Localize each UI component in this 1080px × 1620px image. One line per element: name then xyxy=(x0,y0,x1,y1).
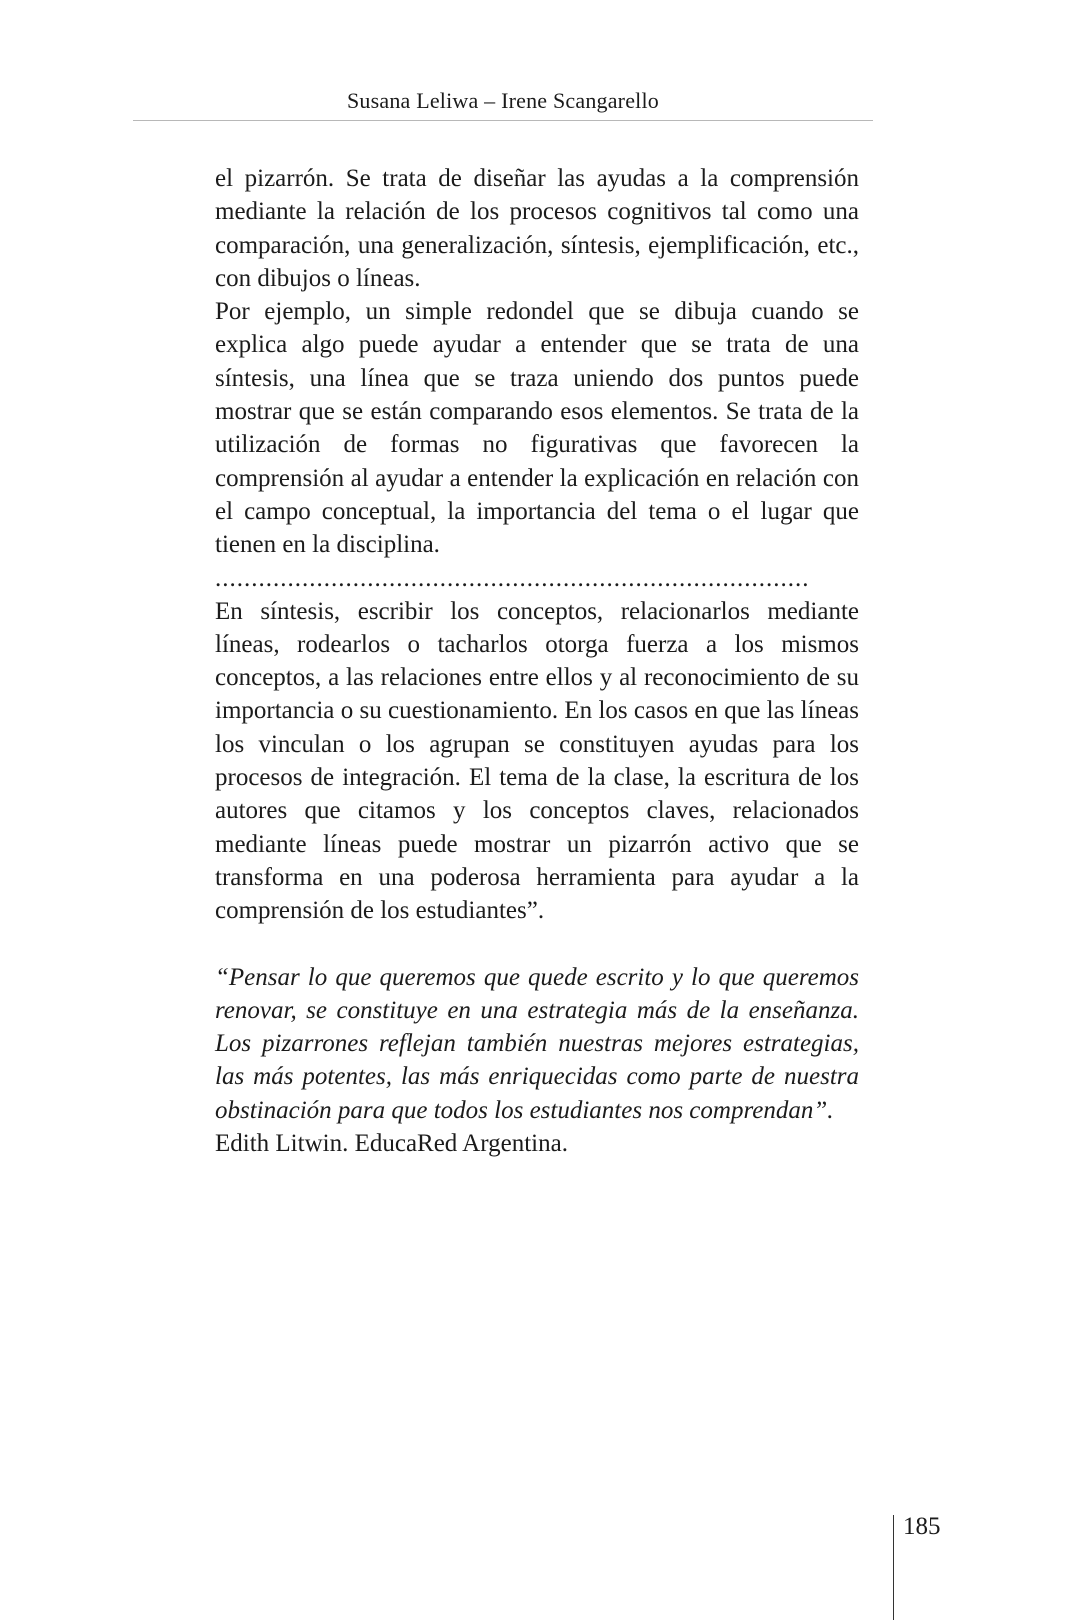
epigraph-quote: “Pensar lo que queremos que quede escrito y lo que queremos renovar, se constituye en una estrategia más de la enseñanza. Los pizarrones reflejan también nuestras mejores estrategias, las más potentes, las más enriquecidas como parte de nuestra obstinación para que todos los estudiantes nos comprendan”. xyxy=(215,963,859,1124)
body-paragraph-1: el pizarrón. Se trata de diseñar las ayudas a la comprensión mediante la relación de los procesos cognitivos tal como una comparación, una generalización, síntesis, ejemplificación, etc., con dibujos o líneas. xyxy=(215,165,859,292)
running-head: Susana Leliwa – Irene Scangarello xyxy=(346,88,660,113)
section-spacer xyxy=(215,928,859,961)
quote-attribution: Edith Litwin. EducaRed Argentina. xyxy=(215,1130,568,1158)
page-body xyxy=(215,162,859,1160)
omission-ellipsis: .................................................................................. xyxy=(215,564,810,592)
page-number: 185 xyxy=(903,1513,941,1540)
body-paragraph-3: En síntesis, escribir los conceptos, relacionarlos mediante líneas, rodearlos o tacharlos otorga fuerza a los mismos conceptos, a las relaciones entre ellos y al reconocimiento de su importancia o su cuestionamiento. En los casos en que las líneas los vinculan o los agrupan se constituyen ayudas para los procesos de integración. El tema de la clase, la escritura de los autores que citamos y los conceptos claves, relacionados mediante líneas puede mostrar un pizarrón activo que se transforma en una poderosa herramienta para ayudar a la comprensión de los estudiantes”. xyxy=(215,597,859,925)
body-paragraph-2: Por ejemplo, un simple redondel que se dibuja cuando se explica algo puede ayudar a entender que se trata de una síntesis, una línea que se traza uniendo dos puntos puede mostrar que se están comparando esos elementos. Se trata de la utilización de formas no figurativas que favorecen la comprensión al ayudar a entender la explicación en relación con el campo conceptual, la importancia del tema o el lugar que tienen en la disciplina. xyxy=(215,298,859,559)
page-number-rule xyxy=(893,1515,894,1620)
header-divider xyxy=(133,120,873,121)
